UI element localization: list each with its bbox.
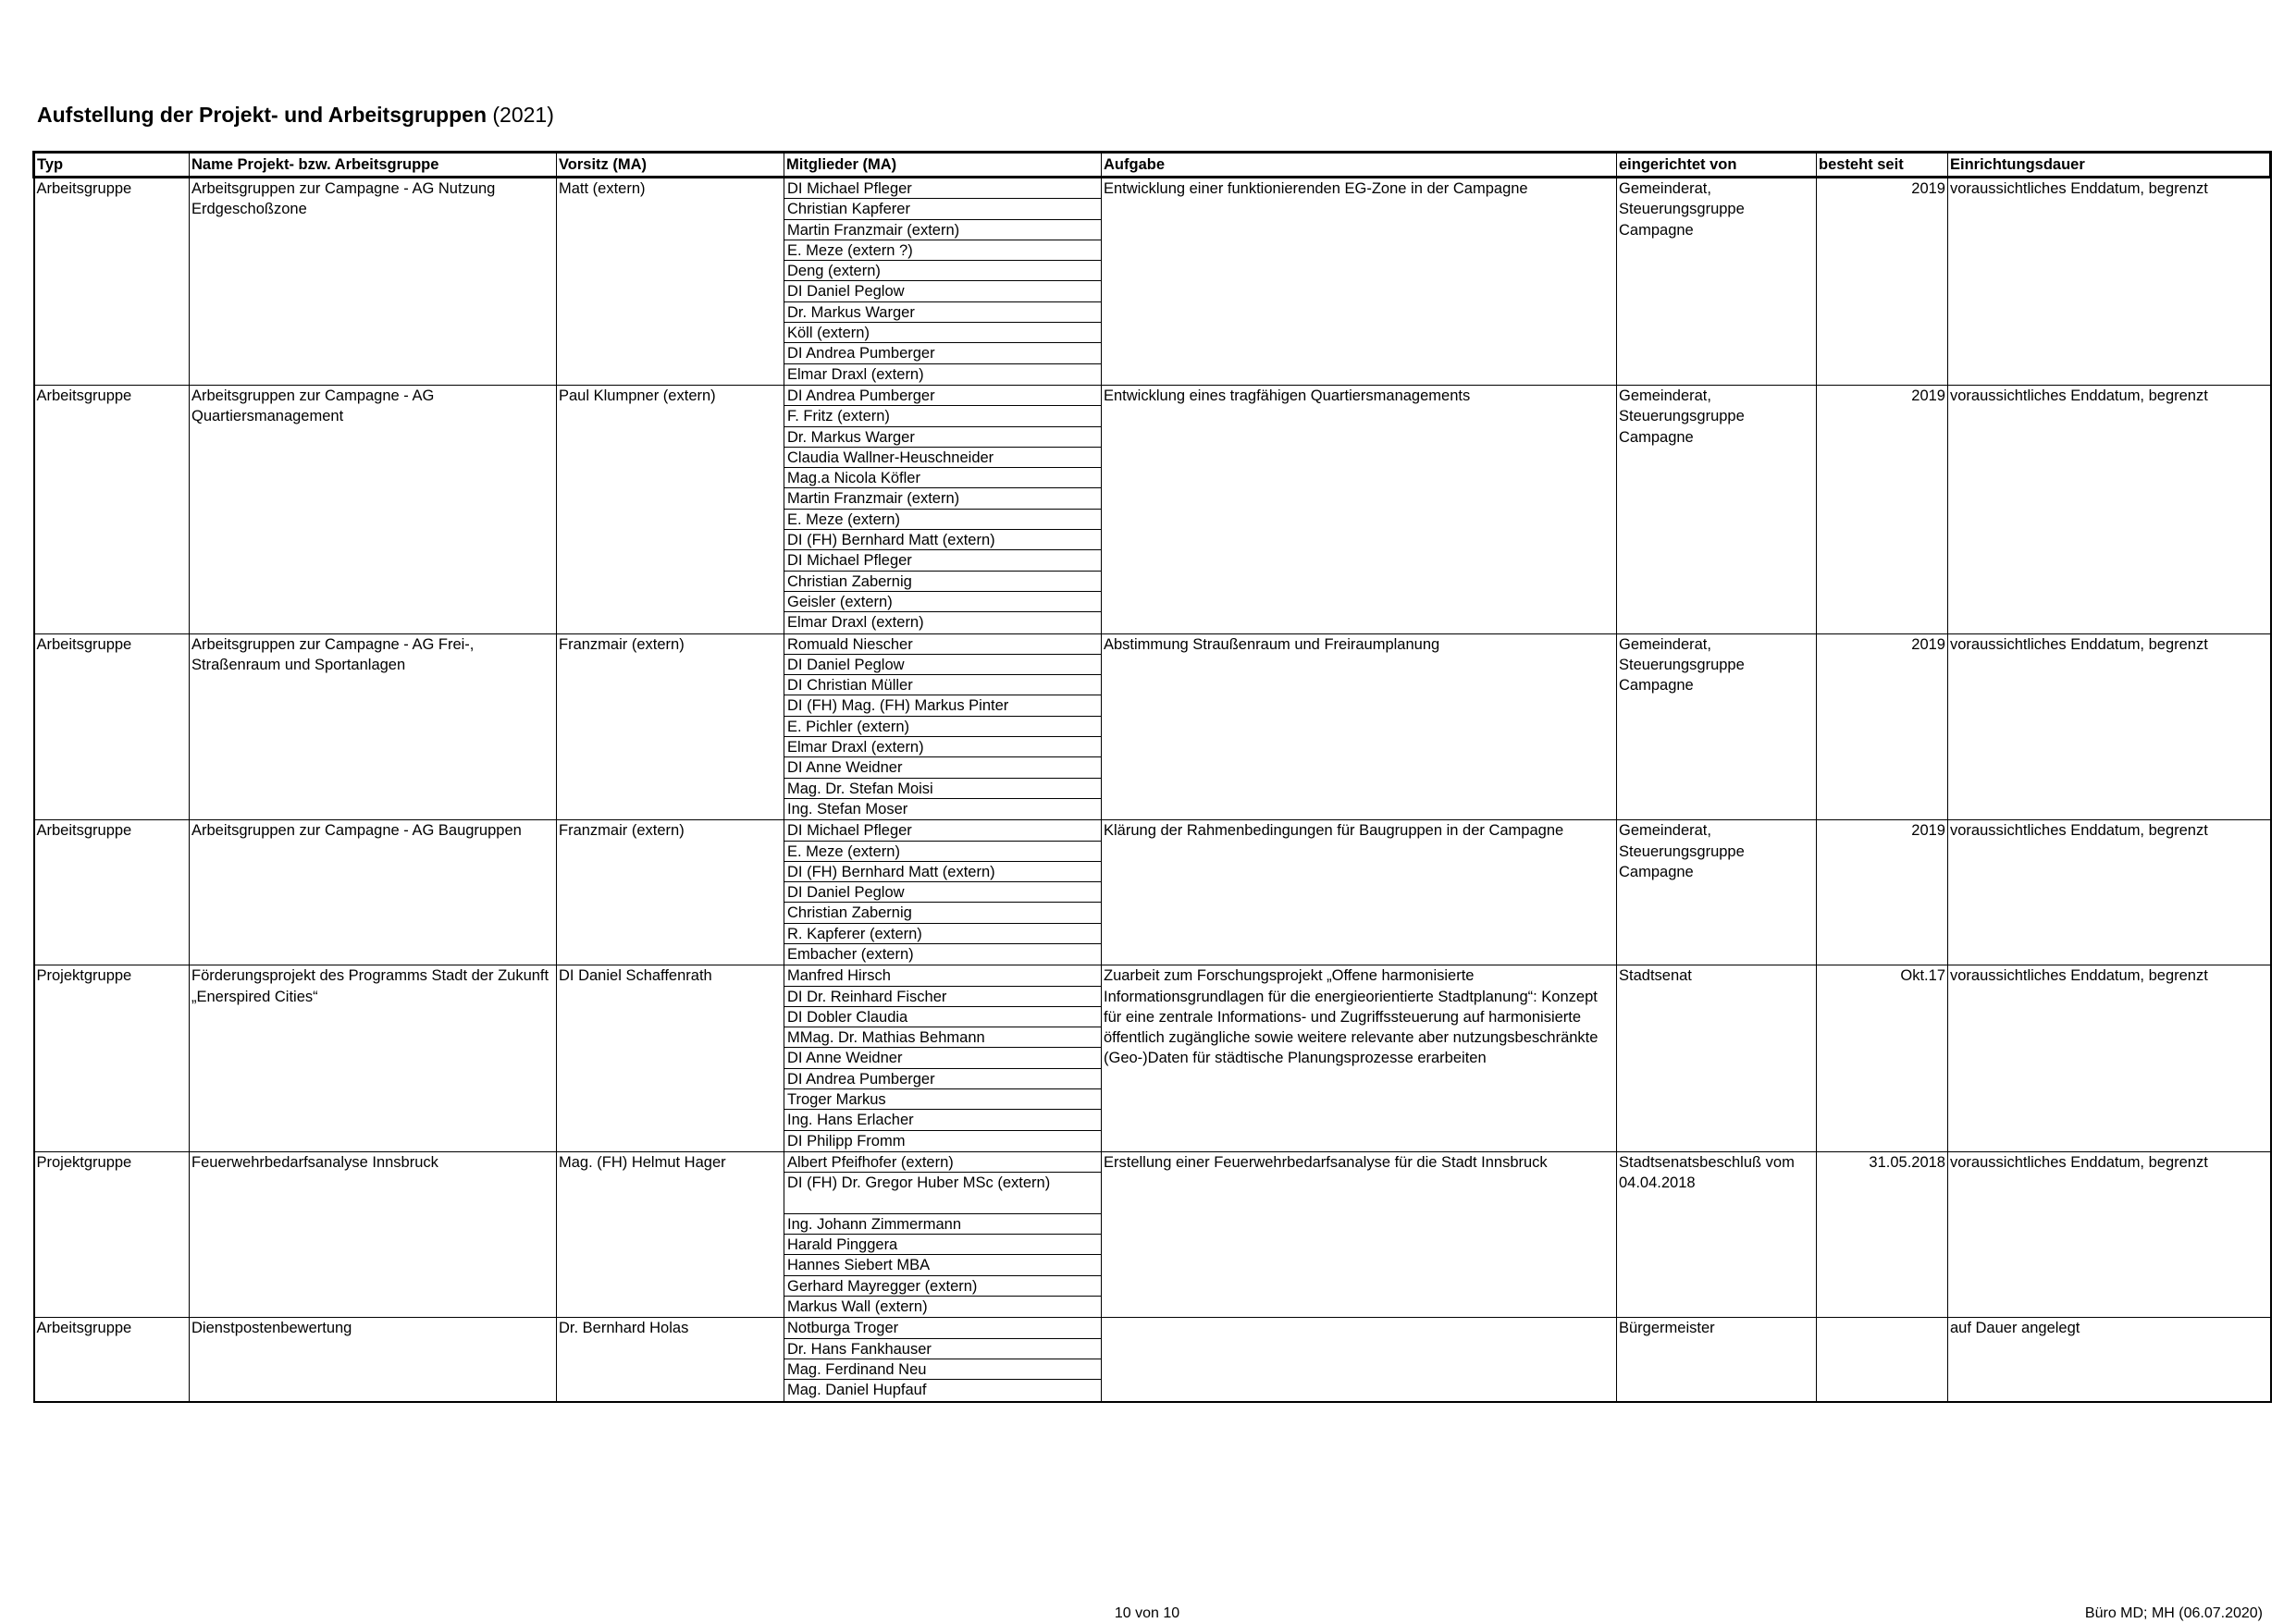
- cell-group-name: Förderungsprojekt des Programms Stadt der Zukunft „Enerspired Cities“: [190, 965, 557, 1152]
- member-item: Elmar Draxl (extern): [787, 365, 924, 383]
- member-item: DI Andrea Pumberger: [784, 343, 1101, 363]
- cell-eingerichtet: Gemeinderat, Steuerungsgruppe Campagne: [1617, 385, 1817, 633]
- group-row: [34, 965, 2271, 1152]
- cell-aufgabe: Entwicklung einer funktionierenden EG-Zone in der Campagne: [1102, 178, 1617, 386]
- member-item: Ing. Hans Erlacher: [784, 1110, 1101, 1130]
- cell-aufgabe: Abstimmung Straußenraum und Freiraumplanung: [1102, 633, 1617, 820]
- member-item: Mag. Dr. Stefan Moisi: [784, 779, 1101, 799]
- cell-typ: Arbeitsgruppe: [34, 178, 190, 386]
- cell-dauer: voraussichtliches Enddatum, begrenzt: [1948, 965, 2271, 1152]
- cell-seit: 2019: [1817, 385, 1948, 633]
- page-number: 10 von 10: [1114, 1605, 1180, 1621]
- cell-vorsitz: Dr. Bernhard Holas: [557, 1318, 784, 1402]
- footer-note: Büro MD; MH (06.07.2020): [2084, 1605, 2263, 1621]
- cell-seit: Okt.17: [1817, 965, 1948, 1152]
- group-row: [34, 385, 2271, 633]
- member-item: DI (FH) Dr. Gregor Huber MSc (extern): [784, 1173, 1101, 1214]
- group-row: [34, 820, 2271, 965]
- member-item: DI (FH) Bernhard Matt (extern): [784, 862, 1101, 882]
- group-row: [34, 1318, 2271, 1402]
- member-item: F. Fritz (extern): [784, 406, 1101, 426]
- cell-vorsitz: DI Daniel Schaffenrath: [557, 965, 784, 1152]
- header-mitglieder: Mitglieder (MA): [784, 153, 1102, 178]
- cell-seit: 2019: [1817, 178, 1948, 386]
- member-item: Mag. Daniel Hupfauf: [787, 1382, 927, 1399]
- member-item: DI (FH) Mag. (FH) Markus Pinter: [784, 695, 1101, 716]
- member-item: DI Daniel Peglow: [784, 281, 1101, 301]
- page-title-main: Aufstellung der Projekt- und Arbeitsgruppen: [37, 103, 487, 127]
- cell-group-name: Arbeitsgruppen zur Campagne - AG Baugruppen: [190, 820, 557, 965]
- cell-dauer: voraussichtliches Enddatum, begrenzt: [1948, 178, 2271, 386]
- member-item: Embacher (extern): [787, 945, 914, 963]
- header-dauer: Einrichtungsdauer: [1948, 153, 2271, 178]
- cell-typ: Arbeitsgruppe: [34, 1318, 190, 1402]
- cell-vorsitz: Matt (extern): [557, 178, 784, 386]
- cell-eingerichtet: Stadtsenatsbeschluß vom 04.04.2018: [1617, 1151, 1817, 1317]
- member-item: DI Anne Weidner: [784, 757, 1101, 778]
- cell-aufgabe: Klärung der Rahmenbedingungen für Baugruppen in der Campagne: [1102, 820, 1617, 965]
- member-item: DI Andrea Pumberger: [784, 1069, 1101, 1089]
- member-item: Mag. Ferdinand Neu: [784, 1359, 1101, 1380]
- member-item: Dr. Markus Warger: [784, 427, 1101, 448]
- cell-eingerichtet: Gemeinderat, Steuerungsgruppe Campagne: [1617, 820, 1817, 965]
- member-item: Geisler (extern): [784, 592, 1101, 612]
- cell-vorsitz: Paul Klumpner (extern): [557, 385, 784, 633]
- member-item: MMag. Dr. Mathias Behmann: [784, 1027, 1101, 1048]
- member-item: Hannes Siebert MBA: [784, 1255, 1101, 1275]
- member-item: DI Daniel Peglow: [784, 882, 1101, 903]
- member-item: Christian Zabernig: [784, 572, 1101, 592]
- cell-members: [784, 820, 1102, 965]
- cell-typ: Projektgruppe: [34, 1151, 190, 1317]
- member-item: E. Meze (extern): [784, 510, 1101, 530]
- cell-typ: Arbeitsgruppe: [34, 633, 190, 820]
- member-item: DI Michael Pfleger: [784, 550, 1101, 571]
- member-item: Deng (extern): [784, 261, 1101, 281]
- cell-typ: Projektgruppe: [34, 965, 190, 1152]
- header-seit: besteht seit: [1817, 153, 1948, 178]
- cell-group-name: Arbeitsgruppen zur Campagne - AG Nutzung Erdgeschoßzone: [190, 178, 557, 386]
- member-item: Troger Markus: [784, 1089, 1101, 1110]
- member-item: E. Meze (extern): [784, 842, 1101, 862]
- member-item: Martin Franzmair (extern): [784, 220, 1101, 240]
- member-item: DI Philipp Fromm: [787, 1132, 906, 1150]
- page-title-year: (2021): [492, 103, 554, 127]
- cell-dauer: voraussichtliches Enddatum, begrenzt: [1948, 633, 2271, 820]
- member-item: Christian Zabernig: [784, 903, 1101, 923]
- cell-seit: 2019: [1817, 633, 1948, 820]
- member-item: DI Dobler Claudia: [784, 1007, 1101, 1027]
- cell-members: [784, 1318, 1102, 1402]
- member-item: E. Pichler (extern): [784, 717, 1101, 737]
- cell-group-name: Arbeitsgruppen zur Campagne - AG Quartiersmanagement: [190, 385, 557, 633]
- member-item: E. Meze (extern ?): [784, 240, 1101, 261]
- cell-aufgabe: Erstellung einer Feuerwehrbedarfsanalyse für die Stadt Innsbruck: [1102, 1151, 1617, 1317]
- cell-typ: Arbeitsgruppe: [34, 820, 190, 965]
- cell-group-name: Dienstpostenbewertung: [190, 1318, 557, 1402]
- member-item: Elmar Draxl (extern): [784, 737, 1101, 757]
- cell-eingerichtet: Gemeinderat, Steuerungsgruppe Campagne: [1617, 633, 1817, 820]
- member-item: DI Dr. Reinhard Fischer: [784, 987, 1101, 1007]
- cell-dauer: voraussichtliches Enddatum, begrenzt: [1948, 1151, 2271, 1317]
- member-item: Gerhard Mayregger (extern): [784, 1276, 1101, 1297]
- page-title: [37, 103, 554, 128]
- cell-seit: 2019: [1817, 820, 1948, 965]
- cell-vorsitz: Franzmair (extern): [557, 633, 784, 820]
- member-item: Manfred Hirsch: [784, 965, 1101, 986]
- member-item: Notburga Troger: [784, 1318, 1101, 1338]
- cell-vorsitz: Mag. (FH) Helmut Hager: [557, 1151, 784, 1317]
- member-item: Albert Pfeifhofer (extern): [784, 1152, 1101, 1173]
- member-item: Elmar Draxl (extern): [787, 614, 924, 632]
- header-name: Name Projekt- bzw. Arbeitsgruppe: [190, 153, 557, 178]
- cell-seit: [1817, 1318, 1948, 1402]
- cell-aufgabe: Entwicklung eines tragfähigen Quartiersmanagements: [1102, 385, 1617, 633]
- cell-aufgabe: [1102, 1318, 1617, 1402]
- cell-aufgabe: Zuarbeit zum Forschungsprojekt „Offene harmonisierte Informationsgrundlagen für die energieorientierte Stadtplanung“: Konzept für eine zentrale Informations- und Zugriffssteuerung auf harmonisierte öffentlich zugängliche sowie weitere relevante aber nutzungsbeschränkte (Geo-)Daten für städtische Planungsprozesse erarbeiten: [1102, 965, 1617, 1152]
- member-item: Martin Franzmair (extern): [784, 488, 1101, 509]
- cell-group-name: Feuerwehrbedarfsanalyse Innsbruck: [190, 1151, 557, 1317]
- member-item: DI Anne Weidner: [784, 1048, 1101, 1068]
- group-row: [34, 1151, 2271, 1317]
- cell-members: [784, 385, 1102, 633]
- header-typ: Typ: [34, 153, 190, 178]
- groups-table-container: [32, 151, 2269, 1403]
- cell-members: [784, 178, 1102, 386]
- member-item: Markus Wall (extern): [787, 1298, 928, 1316]
- member-item: DI (FH) Bernhard Matt (extern): [784, 530, 1101, 550]
- member-item: Ing. Stefan Moser: [787, 800, 908, 818]
- member-item: Mag.a Nicola Köfler: [784, 468, 1101, 488]
- member-item: Dr. Hans Fankhauser: [784, 1339, 1101, 1359]
- group-row: [34, 178, 2271, 386]
- group-row: [34, 633, 2271, 820]
- member-item: Ing. Johann Zimmermann: [784, 1214, 1101, 1235]
- cell-eingerichtet: Bürgermeister: [1617, 1318, 1817, 1402]
- header-vorsitz: Vorsitz (MA): [557, 153, 784, 178]
- cell-members: [784, 1151, 1102, 1317]
- member-item: R. Kapferer (extern): [784, 924, 1101, 944]
- member-item: Romuald Niescher: [784, 634, 1101, 655]
- cell-typ: Arbeitsgruppe: [34, 385, 190, 633]
- cell-dauer: voraussichtliches Enddatum, begrenzt: [1948, 385, 2271, 633]
- member-item: DI Michael Pfleger: [784, 178, 1101, 199]
- member-item: Dr. Markus Warger: [784, 302, 1101, 323]
- cell-dauer: auf Dauer angelegt: [1948, 1318, 2271, 1402]
- cell-group-name: Arbeitsgruppen zur Campagne - AG Frei-, Straßenraum und Sportanlagen: [190, 633, 557, 820]
- cell-members: [784, 633, 1102, 820]
- member-item: Köll (extern): [784, 323, 1101, 343]
- member-item: Christian Kapferer: [784, 199, 1101, 219]
- header-eingerichtet: eingerichtet von: [1617, 153, 1817, 178]
- member-item: Claudia Wallner-Heuschneider: [784, 448, 1101, 468]
- cell-seit: 31.05.2018: [1817, 1151, 1948, 1317]
- header-row: [34, 153, 2271, 178]
- header-aufgabe: Aufgabe: [1102, 153, 1617, 178]
- member-item: DI Christian Müller: [784, 675, 1101, 695]
- cell-eingerichtet: Stadtsenat: [1617, 965, 1817, 1152]
- member-item: DI Andrea Pumberger: [784, 386, 1101, 406]
- groups-table: [32, 151, 2272, 1403]
- member-item: DI Daniel Peglow: [784, 655, 1101, 675]
- groups-body: [34, 178, 2271, 1402]
- cell-vorsitz: Franzmair (extern): [557, 820, 784, 965]
- cell-eingerichtet: Gemeinderat, Steuerungsgruppe Campagne: [1617, 178, 1817, 386]
- member-item: DI Michael Pfleger: [784, 820, 1101, 841]
- member-item: Harald Pinggera: [784, 1235, 1101, 1255]
- cell-dauer: voraussichtliches Enddatum, begrenzt: [1948, 820, 2271, 965]
- cell-members: [784, 965, 1102, 1152]
